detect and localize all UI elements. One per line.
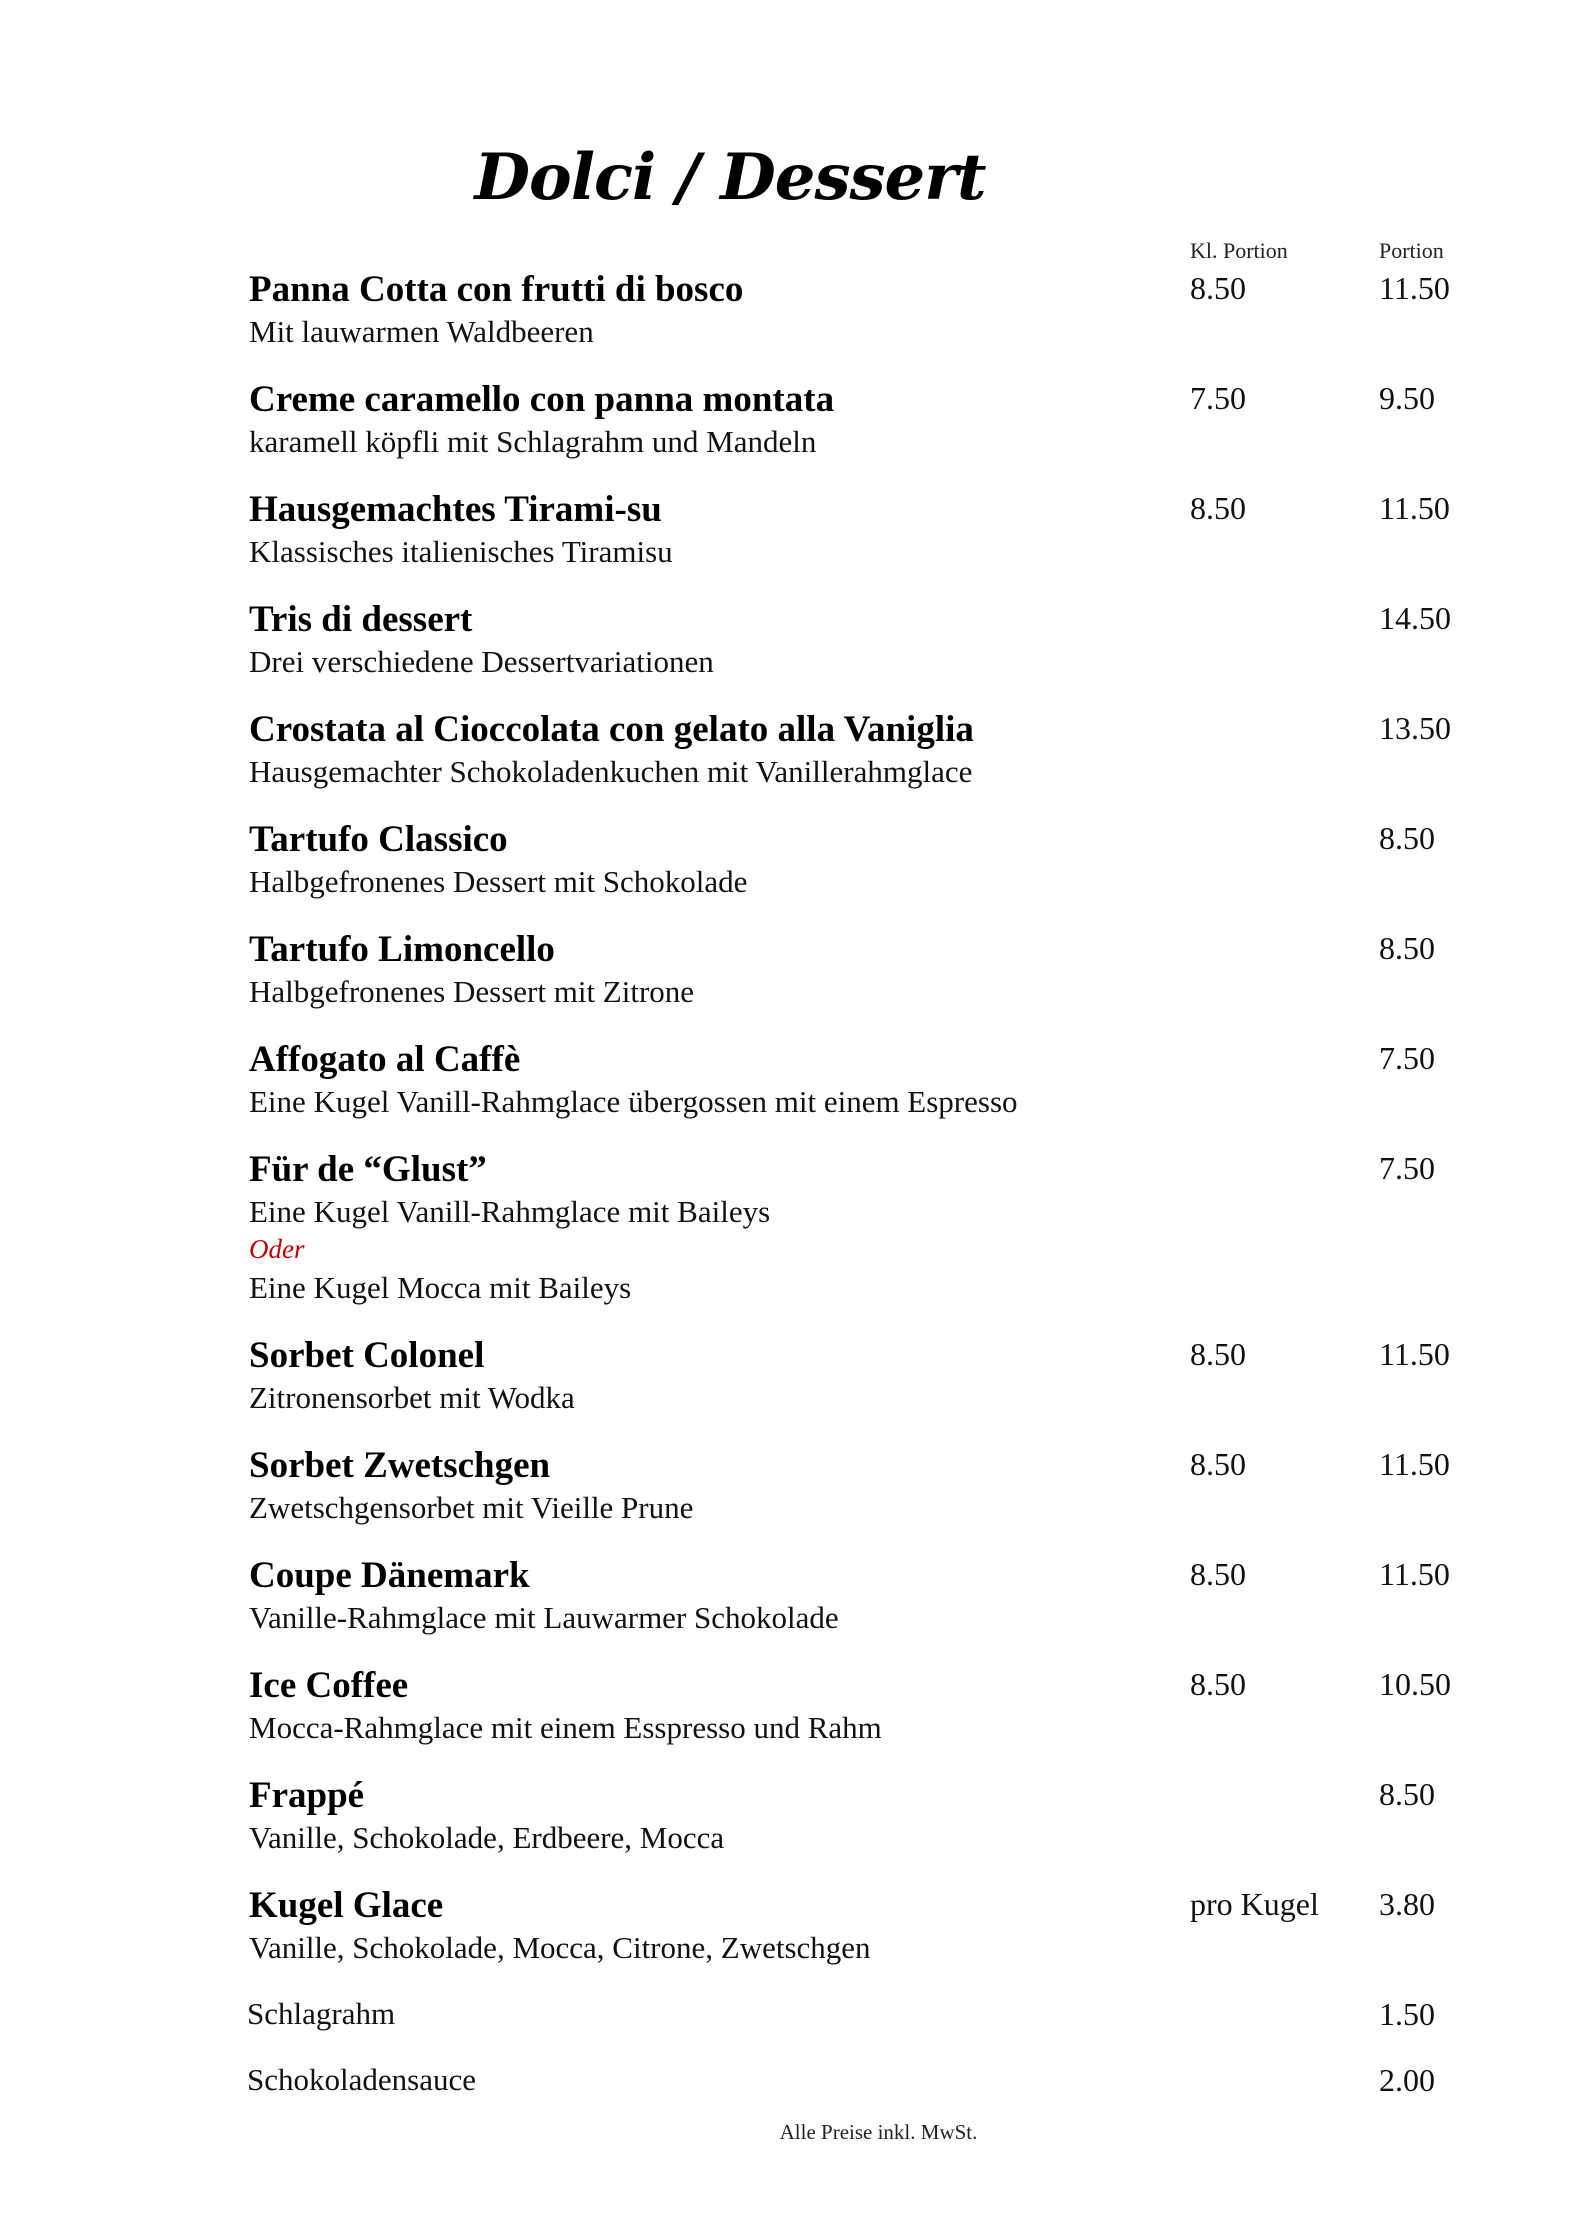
item-description: Vanille-Rahmglace mit Lauwarmer Schokolade — [249, 1600, 839, 1635]
price-full: 13.50 — [1379, 710, 1451, 746]
item-name: Tartufo Classico — [249, 819, 508, 860]
price-small: 8.50 — [1190, 270, 1246, 306]
menu-item — [249, 1444, 1479, 1544]
price-full: 8.50 — [1379, 930, 1435, 966]
item-description: Zitronensorbet mit Wodka — [249, 1380, 575, 1415]
price-small: 8.50 — [1190, 1556, 1246, 1592]
item-description: Vanille, Schokolade, Erdbeere, Mocca — [249, 1820, 725, 1855]
menu-item — [249, 598, 1479, 698]
item-name: Ice Coffee — [249, 1665, 409, 1706]
item-name: Panna Cotta con frutti di bosco — [249, 269, 744, 310]
price-small: 8.50 — [1190, 490, 1246, 526]
or-separator: Oder — [249, 1234, 305, 1264]
menu-item — [249, 1038, 1479, 1138]
price-full: 11.50 — [1379, 270, 1450, 306]
item-name: Creme caramello con panna montata — [249, 379, 835, 420]
item-name: Tris di dessert — [249, 599, 473, 640]
menu-item — [249, 378, 1479, 478]
price-small: 8.50 — [1190, 1446, 1246, 1482]
item-description: Mit lauwarmen Waldbeeren — [249, 314, 594, 349]
item-name: Frappé — [249, 1775, 365, 1816]
menu-item — [249, 708, 1479, 808]
price-small: 8.50 — [1190, 1666, 1246, 1702]
footer-note: Alle Preise inkl. MwSt. — [779, 2120, 978, 2144]
price-full: 11.50 — [1379, 1336, 1450, 1372]
price-full: 8.50 — [1379, 1776, 1435, 1812]
item-description: Vanille, Schokolade, Mocca, Citrone, Zwetschgen — [249, 1930, 871, 1965]
item-description: Klassisches italienisches Tiramisu — [249, 534, 673, 569]
page-title: Dolci / Dessert — [474, 140, 986, 215]
item-description: Hausgemachter Schokoladenkuchen mit Vanillerahmglace — [249, 754, 973, 789]
item-description: Halbgefronenes Dessert mit Zitrone — [249, 974, 695, 1009]
menu-item — [249, 268, 1479, 368]
menu-item — [249, 1774, 1479, 1874]
menu-item — [249, 1148, 1479, 1318]
price-full: 11.50 — [1379, 1446, 1450, 1482]
price-full: 11.50 — [1379, 490, 1450, 526]
item-name: Kugel Glace — [249, 1885, 444, 1926]
price-full: 7.50 — [1379, 1040, 1435, 1076]
price-full: 3.80 — [1379, 1886, 1435, 1922]
price-full: 10.50 — [1379, 1666, 1451, 1702]
extra-price: 1.50 — [1379, 1996, 1435, 2032]
item-description: Zwetschgensorbet mit Vieille Prune — [249, 1490, 694, 1525]
item-description: Halbgefronenes Dessert mit Schokolade — [249, 864, 748, 899]
item-name: Hausgemachtes Tirami-su — [249, 489, 662, 530]
extra-item — [247, 1996, 1479, 2040]
menu-item — [249, 818, 1479, 918]
item-name: Tartufo Limoncello — [249, 929, 555, 970]
extra-price: 2.00 — [1379, 2062, 1435, 2098]
item-description: Drei verschiedene Dessertvariationen — [249, 644, 714, 679]
menu-item — [249, 1554, 1479, 1654]
item-description: Mocca-Rahmglace mit einem Esspresso und Rahm — [249, 1710, 882, 1745]
column-header-portion: Portion — [1379, 238, 1444, 263]
menu-item — [249, 1334, 1479, 1434]
item-description: Eine Kugel Vanill-Rahmglace übergossen mit einem Espresso — [249, 1084, 1018, 1119]
menu-item — [249, 928, 1479, 1028]
item-description-alt: Eine Kugel Mocca mit Baileys — [249, 1270, 632, 1305]
price-small: 7.50 — [1190, 380, 1246, 416]
item-name: Crostata al Cioccolata con gelato alla Vaniglia — [249, 709, 974, 750]
price-full: 9.50 — [1379, 380, 1435, 416]
menu-item — [249, 488, 1479, 588]
item-description: karamell köpfli mit Schlagrahm und Mandeln — [249, 424, 817, 459]
extra-label: Schokoladensauce — [247, 2062, 476, 2097]
price-full: 14.50 — [1379, 600, 1451, 636]
menu-item — [249, 1664, 1479, 1764]
extra-label: Schlagrahm — [247, 1996, 396, 2031]
item-name: Sorbet Zwetschgen — [249, 1445, 551, 1486]
item-name: Coupe Dänemark — [249, 1555, 530, 1596]
price-full: 7.50 — [1379, 1150, 1435, 1186]
price-full: 8.50 — [1379, 820, 1435, 856]
price-full: 11.50 — [1379, 1556, 1450, 1592]
price-small: 8.50 — [1190, 1336, 1246, 1372]
price-small: pro Kugel — [1190, 1886, 1319, 1922]
item-description: Eine Kugel Vanill-Rahmglace mit Baileys — [249, 1194, 771, 1229]
item-name: Sorbet Colonel — [249, 1335, 485, 1376]
item-name: Für de “Glust” — [249, 1149, 487, 1190]
column-header-small-portion: Kl. Portion — [1190, 238, 1288, 263]
menu-item — [249, 1884, 1479, 1984]
item-name: Affogato al Caffè — [249, 1039, 521, 1080]
extra-item — [247, 2062, 1479, 2106]
